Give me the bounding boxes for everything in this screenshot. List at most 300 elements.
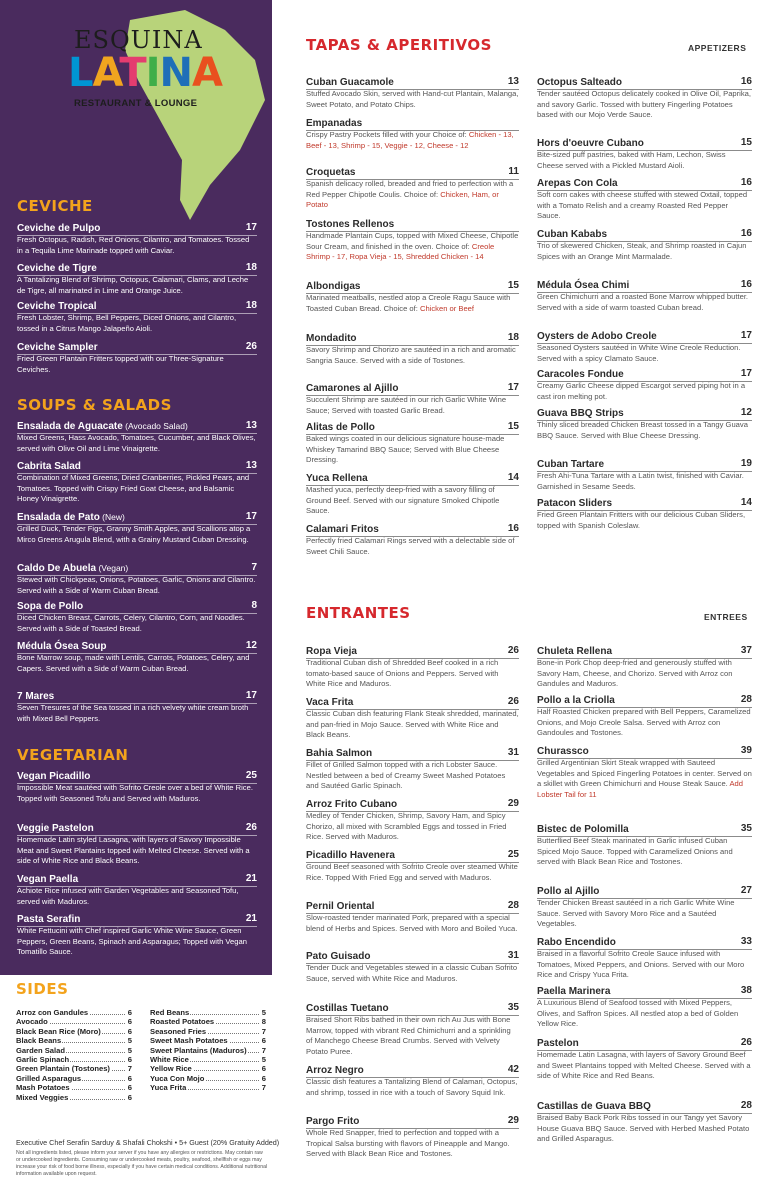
menu-item-name-text: Pastelon bbox=[537, 1038, 579, 1049]
dotted-leader bbox=[17, 235, 257, 236]
menu-item-name bbox=[17, 262, 257, 275]
menu-item-price: 17 bbox=[245, 690, 257, 701]
menu-item-price: 37 bbox=[740, 645, 752, 656]
menu-item-name bbox=[306, 166, 519, 179]
menu-item-description bbox=[537, 381, 752, 402]
menu-item-description-text: Classic dish features a Tantalizing Blend of Calamari, Octopus, and shrimp, tossed in rice with a touch of Savory Squid Ink. bbox=[306, 1077, 518, 1097]
dotted-leader bbox=[17, 835, 257, 836]
side-item-price: 5 bbox=[261, 1054, 266, 1064]
menu-item bbox=[306, 382, 519, 416]
menu-item-price: 14 bbox=[507, 472, 519, 483]
menu-item bbox=[306, 280, 519, 314]
side-item bbox=[150, 1046, 266, 1055]
menu-item-name-text: Bahia Salmon bbox=[306, 748, 373, 759]
menu-item-price: 17 bbox=[740, 368, 752, 379]
menu-item-description bbox=[306, 345, 519, 366]
menu-item bbox=[306, 523, 519, 557]
menu-item-name-text: Costillas Tuetano bbox=[306, 1003, 389, 1014]
side-item-name: Garden Salad bbox=[16, 1045, 65, 1055]
menu-item-price: 16 bbox=[507, 523, 519, 534]
menu-item-description-text: Fillet of Grilled Salmon topped with a rich Lobster Sauce. Nestled between a bed of Creamy Sweet Mashed Potatoes and Sautéed Garlic Spinach. bbox=[306, 760, 506, 791]
menu-item-name bbox=[537, 458, 752, 471]
menu-item bbox=[17, 341, 257, 375]
section-title-ceviche: CEVICHE bbox=[17, 197, 93, 215]
menu-item-description-text: Perfectly fried Calamari Rings served with a delectable side of Sweet Chili Sauce. bbox=[306, 536, 515, 556]
dotted-leader bbox=[537, 471, 752, 472]
side-item-name: Green Plantain (Tostones) bbox=[16, 1064, 110, 1074]
side-item-name: Mixed Veggies bbox=[16, 1092, 69, 1102]
side-item bbox=[16, 1083, 132, 1092]
menu-item-name bbox=[537, 279, 752, 292]
dotted-leader bbox=[537, 292, 752, 293]
menu-item-name bbox=[537, 1037, 752, 1050]
menu-item-name-text: Albondigas bbox=[306, 281, 361, 292]
menu-item bbox=[306, 76, 519, 110]
dotted-leader bbox=[537, 190, 752, 191]
side-item-name: Avocado bbox=[16, 1017, 48, 1027]
menu-item-description bbox=[17, 703, 257, 724]
dotted-leader bbox=[17, 473, 257, 474]
menu-item-description-text: Savory Shrimp and Chorizo are sautéed in a rich and aromatic Sangria Sauce. Served with a side of Tostones. bbox=[306, 345, 516, 365]
menu-item-price: 17 bbox=[507, 382, 519, 393]
menu-item-description bbox=[537, 150, 752, 171]
menu-item-name bbox=[17, 913, 257, 926]
menu-item-price: 21 bbox=[245, 873, 257, 884]
menu-item bbox=[537, 497, 752, 531]
menu-item-price: 16 bbox=[740, 177, 752, 188]
menu-item-description-text: Achiote Rice infused with Garden Vegetables and Seasoned Tofu, served with Maduros. bbox=[17, 886, 239, 906]
menu-item-description-text: Ground Beef seasoned with Sofrito Creole over steamed White Rice. Topped With Fried Egg and served with Maduros. bbox=[306, 862, 518, 882]
menu-item-description-text: Whole Red Snapper, fried to perfection and topped with a Tropical Salsa bursting with flavors of Pineapple and Mango. Served with Black Bean Rice and Tostones. bbox=[306, 1128, 510, 1159]
menu-item-description bbox=[306, 395, 519, 416]
side-item-name: Yellow Rice bbox=[150, 1064, 192, 1074]
side-item bbox=[16, 1017, 132, 1026]
dotted-leader bbox=[17, 524, 257, 525]
dotted-leader bbox=[306, 862, 519, 863]
menu-item-name bbox=[17, 460, 257, 473]
menu-item-description-text: Diced Chicken Breast, Carrots, Celery, Cilantro, Corn, and Noodles. Served with a Side of Toasted Bread. bbox=[17, 613, 245, 633]
allergy-disclaimer: Not all ingredients listed, please inform your server if you have any allergies or restrictions. May contain raw or undercooked ingredients. Consuming raw or undercooked meats, poultry, seafood, shellfish or eggs may increase your risk of food borne illness, especially if you have certain medical conditions. Additional nutritional information available upon request. bbox=[16, 1150, 268, 1177]
menu-item bbox=[306, 645, 519, 690]
side-item bbox=[16, 1074, 132, 1083]
side-item bbox=[16, 1064, 132, 1073]
menu-item-name bbox=[306, 798, 519, 811]
dotted-leader bbox=[537, 1050, 752, 1051]
menu-item-description bbox=[306, 130, 519, 151]
menu-item bbox=[17, 873, 257, 907]
menu-item-description bbox=[17, 275, 257, 296]
menu-item-name-text: Ceviche de Tigre bbox=[17, 263, 97, 274]
dotted-leader bbox=[17, 703, 257, 704]
menu-item-description bbox=[17, 653, 257, 674]
menu-item-price: 15 bbox=[740, 137, 752, 148]
menu-item-name bbox=[306, 696, 519, 709]
menu-item bbox=[537, 936, 752, 981]
dotted-leader bbox=[306, 811, 519, 812]
dotted-leader bbox=[306, 760, 519, 761]
menu-item-name-text: Tostones Rellenos bbox=[306, 219, 395, 230]
menu-item-price: 26 bbox=[507, 696, 519, 707]
side-item-price: 7 bbox=[261, 1026, 266, 1036]
menu-item-description bbox=[306, 293, 519, 314]
dotted-leader bbox=[17, 354, 257, 355]
dotted-leader bbox=[17, 433, 257, 434]
menu-item bbox=[537, 137, 752, 171]
menu-item-name-text: Hors d'oeuvre Cubano bbox=[537, 138, 644, 149]
menu-item-price: 31 bbox=[507, 950, 519, 961]
menu-item-price: 16 bbox=[740, 228, 752, 239]
dotted-leader bbox=[306, 434, 519, 435]
menu-item-description-text: Half Roasted Chicken prepared with Bell Peppers, Caramelized Onions, and Mojo Creole Salsa. Served with Arroz con Gandoules and Tostones. bbox=[537, 707, 751, 738]
menu-item-description bbox=[17, 886, 257, 907]
menu-item-description-text: A Luxurious Blend of Seafood tossed with Mixed Peppers, Olives, and Saffron Spices. All nestled atop a bed of Golden Yellow Rice. bbox=[537, 998, 739, 1029]
menu-item-price: 8 bbox=[251, 600, 257, 611]
menu-item-name bbox=[537, 497, 752, 510]
menu-item-description-text: Crispy Pastry Pockets filled with your Choice of: bbox=[306, 130, 467, 139]
menu-item-description-text: Traditional Cuban dish of Shredded Beef cooked in a rich tomato-based sauce of Onions and Peppers. Served with White Rice and Maduros. bbox=[306, 658, 499, 689]
side-item bbox=[150, 1008, 266, 1017]
menu-item-note: (New) bbox=[99, 512, 125, 522]
menu-item-description-text: Bone-in Pork Chop deep-fried and generously stuffed with Savory Ham, Cheese, and Chorizo. Served with Arroz con Gandules and Maduros. bbox=[537, 658, 733, 689]
menu-item-description-text: Tender Duck and Vegetables stewed in a classic Cuban Sofrito Sauce, served with White Rice and Maduros. bbox=[306, 963, 518, 983]
dotted-leader bbox=[306, 536, 519, 537]
menu-item-name bbox=[306, 76, 519, 89]
menu-item-description bbox=[306, 536, 519, 557]
side-item bbox=[16, 1093, 132, 1102]
menu-item-description bbox=[306, 1015, 519, 1057]
dotted-leader bbox=[537, 658, 752, 659]
menu-item-description bbox=[17, 575, 257, 596]
menu-item-description bbox=[306, 434, 519, 466]
menu-item bbox=[537, 407, 752, 441]
menu-item-description bbox=[17, 354, 257, 375]
side-item bbox=[16, 1046, 132, 1055]
side-item-name: Roasted Potatoes bbox=[150, 1017, 215, 1027]
dotted-leader bbox=[537, 898, 752, 899]
menu-item bbox=[537, 279, 752, 313]
dotted-leader bbox=[306, 485, 519, 486]
menu-item-name-text: Octopus Salteado bbox=[537, 77, 623, 88]
menu-item-description bbox=[537, 471, 752, 492]
menu-item-description-text: Baked wings coated in our delicious signature house-made Whiskey Tamarind BBQ Sauce; Served with Blue Cheese Dressing. bbox=[306, 434, 505, 465]
menu-item-name bbox=[537, 985, 752, 998]
menu-item-price: 16 bbox=[740, 279, 752, 290]
side-item-name: Sweet Plantains (Maduros) bbox=[150, 1045, 247, 1055]
menu-item-name-text: Paella Marinera bbox=[537, 986, 611, 997]
menu-item-name-text: Pasta Serafin bbox=[17, 914, 81, 925]
menu-item-name bbox=[306, 950, 519, 963]
menu-item-description-text: Bite-sized puff pastries, baked with Ham, Lechon, Swiss Cheese served with a Pickled Mustard Aioli. bbox=[537, 150, 726, 170]
menu-item-description-text: Grilled Argentinian Skirt Steak wrapped with Sauteed Vegetables and Spiced Fingerling Potatoes in center. Served on a skillet with Green Chimichurri and House Steak Sauce. bbox=[537, 758, 752, 789]
menu-item-description-text: Braised in a flavorful Sofrito Creole Sauce infused with Tomatoes, Mixed Peppers, and Onions. Served with our Moro Rice and Crispy Yuca Frita. bbox=[537, 949, 745, 980]
menu-item-description-text: Homemade Latin styled Lasagna, with layers of Savory Impossible Meat and Sweet Plantains topped with Melted Cheese. Served with a side of White Rice and Black Beans. bbox=[17, 835, 250, 866]
menu-item-options: Chicken - 13, Beef - 13, Shrimp - 15, Veggie - 12, Cheese - 12 bbox=[306, 130, 514, 150]
menu-item-name bbox=[537, 76, 752, 89]
menu-item bbox=[306, 1115, 519, 1160]
menu-item-name-text: Pollo al Ajillo bbox=[537, 886, 600, 897]
side-item-price: 6 bbox=[127, 1026, 132, 1036]
dotted-leader bbox=[17, 653, 257, 654]
menu-item bbox=[306, 218, 519, 263]
menu-item-description-text: Seasoned Oysters sautéed in White Wine Creole Reduction. Served with a spicy Clamato Sauce. bbox=[537, 343, 741, 363]
side-item bbox=[150, 1027, 266, 1036]
sides-left-column bbox=[16, 1008, 132, 1102]
menu-item-name bbox=[17, 300, 257, 313]
menu-item-description bbox=[537, 1113, 752, 1145]
menu-item-name-text: Pollo a la Criolla bbox=[537, 695, 615, 706]
menu-item-name-text: Arroz Frito Cubano bbox=[306, 799, 398, 810]
menu-item bbox=[17, 770, 257, 804]
side-item-name: Sweet Mash Potatoes bbox=[150, 1036, 228, 1046]
menu-item-price: 12 bbox=[245, 640, 257, 651]
menu-item-name-text: Ceviche de Pulpo bbox=[17, 223, 101, 234]
section-title-vegetarian: VEGETARIAN bbox=[17, 746, 129, 764]
section-title-soups: SOUPS & SALADS bbox=[17, 396, 172, 414]
menu-item-name-text: Oysters de Adobo Creole bbox=[537, 331, 657, 342]
menu-item-description bbox=[537, 949, 752, 981]
menu-item-name-text: Arepas Con Cola bbox=[537, 178, 618, 189]
side-item-price: 5 bbox=[127, 1045, 132, 1055]
menu-item-name-text: Chuleta Rellena bbox=[537, 646, 613, 657]
dotted-leader bbox=[306, 963, 519, 964]
menu-item-description-text: Grilled Duck, Tender Figs, Granny Smith Apples, and Scallions atop a Mirco Greens Arugula Blend, with a Grainy Mustard Cuban Dressing. bbox=[17, 524, 251, 544]
side-item bbox=[150, 1074, 266, 1083]
menu-item-description bbox=[537, 898, 752, 930]
menu-item-description-text: A Tantalizing Blend of Shrimp, Octopus, Calamari, Clams, and Leche de Tigre, all marinated in Lime and Orange Juice. bbox=[17, 275, 249, 295]
menu-item-name-text: Churassco bbox=[537, 746, 589, 757]
menu-item bbox=[537, 1037, 752, 1082]
dotted-leader bbox=[537, 150, 752, 151]
menu-item-price: 26 bbox=[245, 341, 257, 352]
menu-item-name bbox=[17, 222, 257, 235]
side-item bbox=[150, 1083, 266, 1092]
menu-item bbox=[17, 420, 257, 454]
menu-item-price: 38 bbox=[740, 985, 752, 996]
menu-item-description-text: Trio of skewered Chicken, Steak, and Shrimp roasted in Cajun Spices with an Orange Mint Marmalade. bbox=[537, 241, 747, 261]
side-item-price: 6 bbox=[127, 1083, 132, 1093]
menu-item-name bbox=[537, 368, 752, 381]
menu-item-price: 29 bbox=[507, 1115, 519, 1126]
menu-item-name-text: Vegan Paella bbox=[17, 874, 79, 885]
dotted-leader bbox=[537, 758, 752, 759]
menu-item bbox=[17, 262, 257, 296]
menu-item bbox=[17, 511, 257, 545]
menu-item-description-text: Fried Green Plantain Fritters with our delicious Cuban Sliders, topped with Spanish Coleslaw. bbox=[537, 510, 746, 530]
menu-item bbox=[17, 913, 257, 958]
menu-item-name bbox=[306, 849, 519, 862]
menu-item-description bbox=[306, 179, 519, 211]
side-item-price: 6 bbox=[261, 1036, 266, 1046]
menu-item-name bbox=[306, 1064, 519, 1077]
dotted-leader bbox=[306, 1015, 519, 1016]
menu-item-price: 18 bbox=[507, 332, 519, 343]
side-item bbox=[16, 1008, 132, 1017]
side-item-price: 6 bbox=[127, 1008, 132, 1017]
side-item-name: Yuca Con Mojo bbox=[150, 1073, 205, 1083]
menu-item-name bbox=[17, 341, 257, 354]
dotted-leader bbox=[306, 231, 519, 232]
sides-right-column bbox=[150, 1008, 266, 1093]
menu-item-description bbox=[17, 473, 257, 505]
side-item-name: Black Bean Rice (Moro) bbox=[16, 1026, 101, 1036]
side-item-price: 6 bbox=[127, 1092, 132, 1102]
menu-item-description bbox=[306, 963, 519, 984]
dotted-leader bbox=[537, 241, 752, 242]
menu-item-name bbox=[537, 137, 752, 150]
menu-item-description bbox=[306, 760, 519, 792]
section-title-sides: SIDES bbox=[16, 980, 69, 998]
dotted-leader bbox=[537, 949, 752, 950]
menu-item-description-text: Classic Cuban dish featuring Flank Steak shredded, marinated, and pan-fried in Mojo Sauce. Served with White Rice and Black Beans. bbox=[306, 709, 519, 740]
menu-item-name bbox=[306, 280, 519, 293]
left-menu bbox=[0, 0, 272, 975]
menu-item bbox=[537, 645, 752, 690]
menu-item-description-text: Green Chimichurri and a roasted Bone Marrow whipped butter. Served with a side of warm toasted Cuban bread. bbox=[537, 292, 749, 312]
menu-item-description bbox=[17, 235, 257, 256]
side-item bbox=[16, 1055, 132, 1064]
dotted-leader bbox=[537, 707, 752, 708]
menu-item bbox=[306, 849, 519, 883]
menu-item-price: 17 bbox=[245, 511, 257, 522]
menu-item-name bbox=[17, 420, 257, 433]
dotted-leader bbox=[306, 658, 519, 659]
menu-item-description bbox=[537, 89, 752, 121]
menu-item-description-text: Mixed Greens, Hass Avocado, Tomatoes, Cucumber, and Black Olives, served with Olive Oil and Lime Vinaigrette. bbox=[17, 433, 256, 453]
menu-item bbox=[537, 745, 752, 800]
menu-item-name bbox=[306, 117, 519, 130]
menu-item-description bbox=[306, 1077, 519, 1098]
dotted-leader bbox=[17, 886, 257, 887]
menu-item-name-text: 7 Mares bbox=[17, 691, 55, 702]
side-item-price: 7 bbox=[261, 1045, 266, 1055]
menu-item-description-text: Fresh Lobster, Shrimp, Bell Peppers, Diced Onions, and Cilantro, tossed in a Citrus Mango Jalapeño Aioli. bbox=[17, 313, 237, 333]
menu-item-price: 28 bbox=[740, 694, 752, 705]
menu-item-name-text: Yuca Rellena bbox=[306, 473, 368, 484]
menu-item-description-text: Seven Tresures of the Sea tossed in a rich velvety white cream broth with Mixed Bell Peppers. bbox=[17, 703, 249, 723]
menu-item-name bbox=[17, 873, 257, 886]
menu-item-description bbox=[17, 783, 257, 804]
menu-item-description bbox=[537, 998, 752, 1030]
menu-item-note: (Vegan) bbox=[96, 563, 129, 573]
menu-item-description bbox=[306, 231, 519, 263]
menu-item-price: 27 bbox=[740, 885, 752, 896]
menu-item-name bbox=[537, 645, 752, 658]
menu-item-name bbox=[306, 382, 519, 395]
menu-item bbox=[537, 177, 752, 222]
menu-item-description-text: Marinated meatballs, nestled atop a Creole Ragu Sauce with Toasted Cuban Bread. Choice of: bbox=[306, 293, 511, 313]
menu-item bbox=[306, 1064, 519, 1098]
menu-item-price: 26 bbox=[507, 645, 519, 656]
menu-item-price: 19 bbox=[740, 458, 752, 469]
menu-item-options: Chicken or Beef bbox=[417, 303, 475, 313]
menu-item-price: 16 bbox=[740, 76, 752, 87]
section-title-tapas: TAPAS & APERITIVOS bbox=[306, 36, 492, 54]
dotted-leader bbox=[306, 913, 519, 914]
menu-item-name bbox=[537, 228, 752, 241]
logo-letter: A bbox=[92, 50, 120, 96]
side-item-name: Arroz con Gandules bbox=[16, 1008, 89, 1017]
menu-item-name bbox=[17, 640, 257, 653]
menu-item bbox=[17, 222, 257, 256]
menu-item-name-text: Patacon Sliders bbox=[537, 498, 613, 509]
section-subtitle-appetizers: APPETIZERS bbox=[688, 43, 747, 53]
menu-item-description bbox=[17, 613, 257, 634]
menu-item-description-text: Stewed with Chickpeas, Onions, Potatoes, Garlic, Onions and Cilantro. Served with a Side of Warm Cuban Bread. bbox=[17, 575, 256, 595]
side-item-price: 6 bbox=[261, 1064, 266, 1074]
menu-item bbox=[306, 798, 519, 843]
menu-item-name bbox=[306, 523, 519, 536]
menu-item-name-text: Mondadito bbox=[306, 333, 357, 344]
menu-item bbox=[537, 694, 752, 739]
menu-item-description-text: Spanish delicacy rolled, breaded and fried to perfection with a Red Pepper Chipotle Coulis. Choice of: bbox=[306, 179, 514, 199]
menu-item-description-text: Fried Green Plantain Fritters topped with our Three-Signature Ceviches. bbox=[17, 354, 224, 374]
menu-item-price: 33 bbox=[740, 936, 752, 947]
menu-item-name bbox=[537, 745, 752, 758]
menu-item bbox=[17, 600, 257, 634]
menu-item-name-text: Ensalada de Aguacate bbox=[17, 421, 123, 432]
menu-item-name-text: Sopa de Pollo bbox=[17, 601, 84, 612]
menu-item bbox=[537, 458, 752, 492]
menu-item-description bbox=[537, 510, 752, 531]
side-item-price: 6 bbox=[261, 1073, 266, 1083]
menu-item-name-text: Ropa Vieja bbox=[306, 646, 357, 657]
menu-item-description bbox=[537, 190, 752, 222]
menu-item-name-text: Picadillo Havenera bbox=[306, 850, 395, 861]
menu-item-description-text: Homemade Latin Lasagna, with layers of Savory Ground Beef and Sweet Plantains topped with Melted Cheese. Served with a side of White Rice and Red Beans. bbox=[537, 1050, 751, 1081]
logo-letter: I bbox=[145, 50, 160, 96]
menu-item-description bbox=[537, 343, 752, 364]
menu-item-price: 13 bbox=[245, 420, 257, 431]
menu-item bbox=[17, 822, 257, 867]
menu-item-name bbox=[17, 822, 257, 835]
menu-item-description-text: Tender Chicken Breast sautéed in a rich Garlic White Wine Sauce. Served with Savory Moro Rice and a Sautéed Vegetables. bbox=[537, 898, 735, 929]
menu-item-description-text: Impossible Meat sautéed with Sofrito Creole over a bed of White Rice. Topped with Seasoned Tofu and Served with Maduros. bbox=[17, 783, 253, 803]
menu-item-name-text: Cuban Guacamole bbox=[306, 77, 394, 88]
dotted-leader bbox=[306, 1128, 519, 1129]
menu-item-description bbox=[537, 836, 752, 868]
menu-item-description bbox=[537, 241, 752, 262]
menu-item-description bbox=[17, 433, 257, 454]
side-item-name: Garlic Spinach bbox=[16, 1054, 70, 1064]
menu-item bbox=[537, 885, 752, 930]
menu-item bbox=[537, 985, 752, 1030]
side-item-price: 6 bbox=[127, 1017, 132, 1027]
logo-letter: L bbox=[68, 50, 93, 96]
menu-item-name-text: Alitas de Pollo bbox=[306, 422, 375, 433]
dotted-leader bbox=[306, 395, 519, 396]
side-item-price: 8 bbox=[261, 1017, 266, 1027]
menu-item-price: 7 bbox=[251, 562, 257, 573]
dotted-leader bbox=[537, 836, 752, 837]
menu-item bbox=[306, 696, 519, 741]
menu-item-name-text: Pato Guisado bbox=[306, 951, 371, 962]
menu-item-description-text: Braised Baby Back Pork Ribs tossed in our Tangy yet Savory House Guava BBQ Sauce. Served with Herbed Mashed Potato and Grilled Asparagus. bbox=[537, 1113, 750, 1144]
menu-item bbox=[306, 950, 519, 984]
menu-item-price: 17 bbox=[245, 222, 257, 233]
menu-item-price: 31 bbox=[507, 747, 519, 758]
menu-item-name bbox=[306, 218, 519, 231]
side-item bbox=[16, 1036, 132, 1045]
menu-item-price: 15 bbox=[507, 421, 519, 432]
menu-item-name-text: Vaca Frita bbox=[306, 697, 354, 708]
menu-item bbox=[537, 823, 752, 868]
menu-item-description-text: Stuffed Avocado Skin, served with Hand-cut Plantain, Malanga, Sweet Potato, and Potato Chips. bbox=[306, 89, 519, 109]
menu-item-price: 11 bbox=[508, 166, 519, 177]
dotted-leader bbox=[537, 420, 752, 421]
dotted-leader bbox=[306, 1077, 519, 1078]
menu-item-description bbox=[537, 707, 752, 739]
menu-item-description bbox=[306, 811, 519, 843]
